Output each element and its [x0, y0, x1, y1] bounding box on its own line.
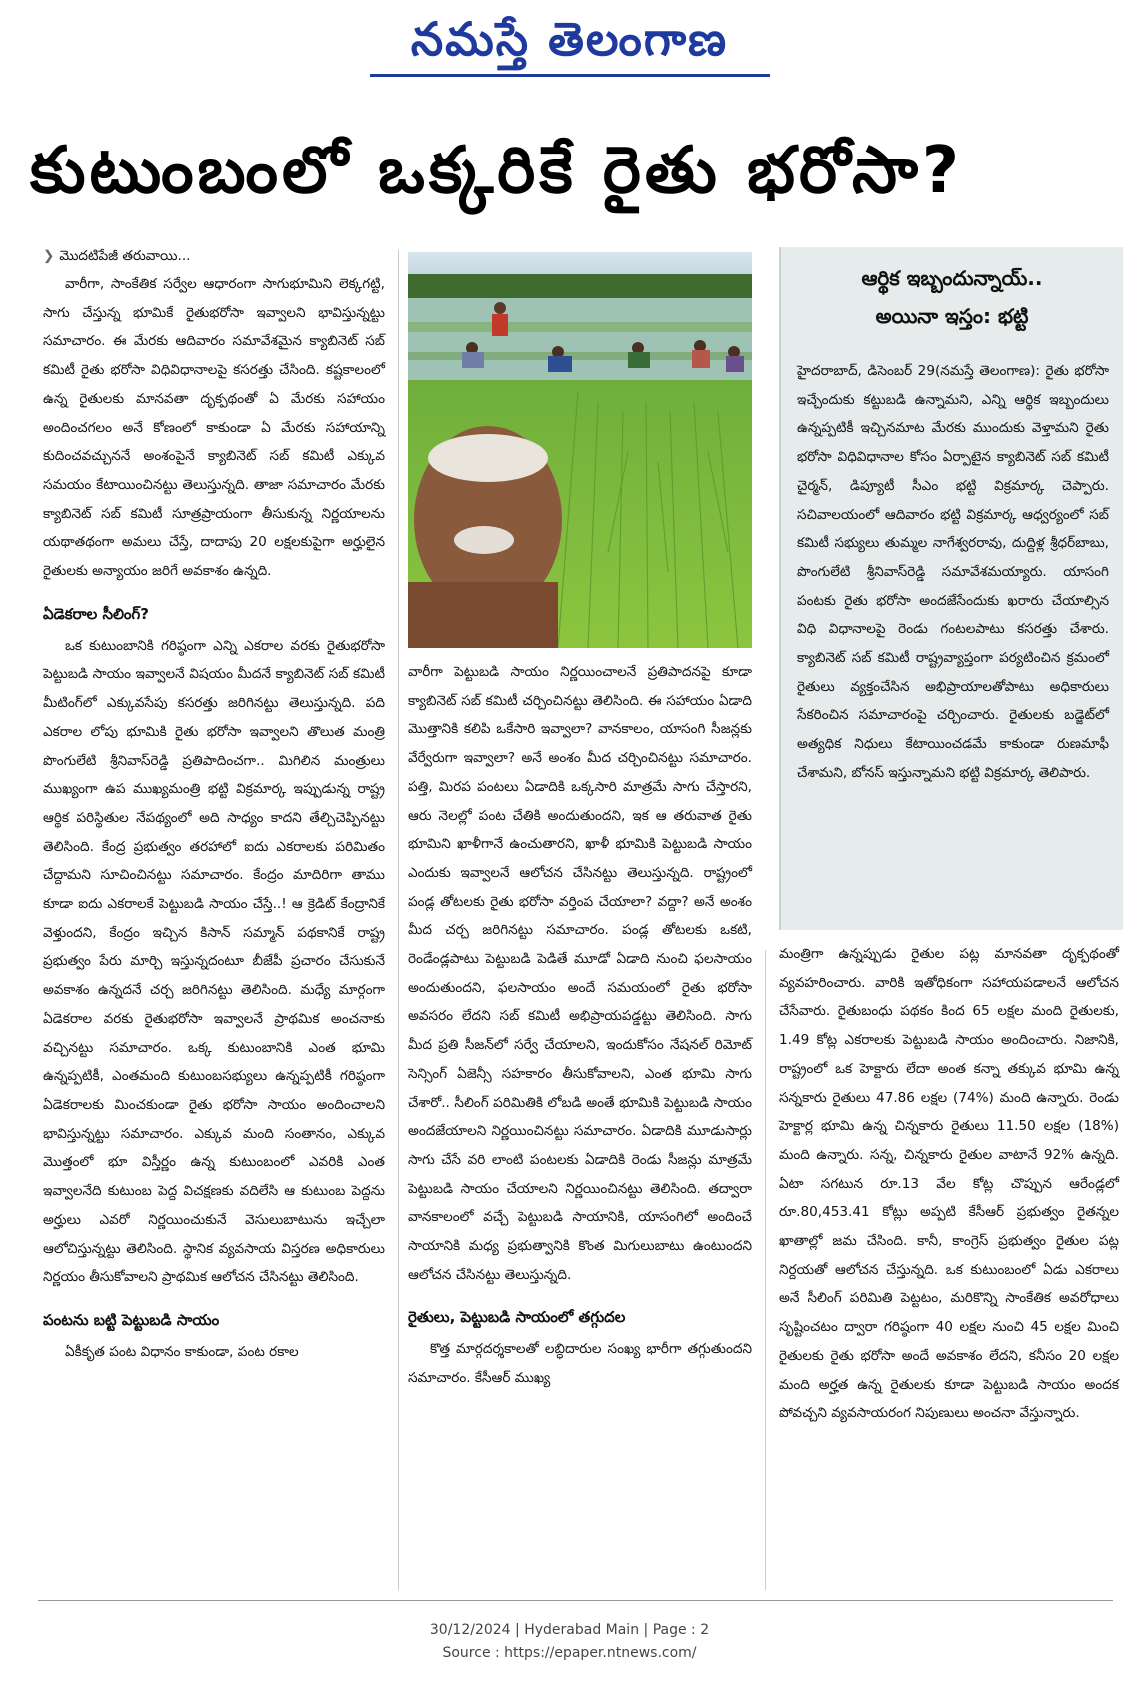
continued-text: మొదటిపేజీ తరువాయి...: [59, 248, 191, 264]
paragraph: వారీగా పెట్టుబడి సాయం నిర్ణయించాలనే ప్రతిపాదనపై కూడా క్యాబినెట్ సబ్ కమిటీ చర్చించినట్టు తెలిసింది. ఈ సహాయం ఏడాది మొత్తానికి కలిపి ఒకేసారి ఇవ్వాలా? వానకాలం, యాసంగి సీజన్లకు వేర్వేరుగా ఇవ్వాలా? అనే అంశం మీద చర్చించినట్టు సమాచారం. పత్తి, మిరప పంటలు ఏడాదికి ఒక్కసారి మాత్రమే సాగు చేస్తారని, ఆరు నెలల్లో పంట చేతికి అందుతుందని, ఇక ఆ తరువాత రైతు భూమిని ఖాళీగానే ఉంచుతారని, ఖాళీ భూమికి పెట్టుబడి సాయం ఎందుకు ఇవ్వాలనే ఆలోచన చేసినట్టు తెలుస్తున్నది. రాష్ట్రంలో పండ్ల తోటలకు రైతు భరోసా వర్తింప చేయాలా? వద్దా? అనే అంశం మీద చర్చ జరిగినట్టు సమాచారం. పండ్ల తోటలకు ఒకటి, రెండేండ్లపాటు పెట్టుబడి పెడితే మూడో ఏడాది నుంచి ఫలసాయం అందుతుందని, ఫలసాయం అందే సమయంలో రైతు భరోసా అవసరం లేదని సబ్ కమిటీ అభిప్రాయపడ్డట్టు తెలిసింది. సాగు మీద ప్రతి సీజన్‌లో సర్వే చేయాలని, ఇందుకోసం నేషనల్ రిమోట్ సెన్సింగ్ ఏజెన్సీ సహకారం తీసుకోవాలని, ఎంత భూమి సాగు చేశారో.. సీలింగ్ పరిమితికి లోబడి అంతే భూమికి పెట్టుబడి సాయం అందజేయాలని నిర్ణయించినట్టు సమాచారం. ఏడాదికి మూడుసార్లు సాగు చేసే వరి లాంటి పంటలకు ఏడాదికి రెండు సీజన్లు మాత్రమే పెట్టుబడి సాయం చేయాలని నిర్ణయించినట్టు తెలిసింది. తద్వారా వానకాలంలో వచ్చే పెట్టుబడి సాయానికి, యాసంగిలో అందించే సాయానికి మధ్య ప్రభుత్వానికి కొంత మిగులుబాటు ఉంటుందని ఆలోచన చేసినట్టు తెలుస్తున్నది.: [408, 664, 752, 1283]
headline: కుటుంబంలో ఒక్కరికే రైతు భరోసా?: [30, 134, 964, 208]
paragraph: ఏకీకృత పంట విధానం కాకుండా, పంట రకాల: [65, 1343, 299, 1360]
chevron-right-icon: ❯: [43, 248, 55, 264]
column-3: [779, 940, 1119, 1428]
footer-source: Source : https://epaper.ntnews.com/: [442, 1645, 697, 1661]
paragraph: వారీగా, సాంకేతిక సర్వేల ఆధారంగా సాగుభూమిని లెక్కగట్టి, సాగు చేస్తున్న భూమికే రైతుభరోసా ఇవ్వాలని భావిస్తున్నట్టు సమాచారం. ఈ మేరకు ఆదివారం సమావేశమైన క్యాబినెట్ సబ్ కమిటీ రైతు భరోసా విధివిధానాలపై కసరత్తు చేసింది. కష్టకాలంలో ఉన్న రైతులకు మానవతా దృక్పథంతో ఏ మేరకు సహాయం అందించగలం అనే కోణంలో కాకుండా ఏ మేరకు సహాయాన్ని కుదించవచ్చుననే అంశంపైనే క్యాబినెట్ సబ్ కమిటీ ఎక్కువ సమయం కేటాయించినట్టు తెలుస్తున్నది. తాజా సమాచారం మేరకు క్యాబినెట్ సబ్ కమిటీ సూత్రప్రాయంగా తీసుకున్న నిర్ణయాలను యథాతథంగా అమలు చేస్తే, దాదాపు 20 లక్షలకుపైగా అర్హులైన రైతులకు అన్యాయం జరిగే అవకాశం ఉన్నది.: [43, 276, 385, 580]
box-title-line: ఆర్థిక ఇబ్బందున్నాయ్..: [861, 266, 1043, 290]
box-body: హైదరాబాద్, డిసెంబర్ 29(నమస్తే తెలంగాణ): రైతు భరోసా ఇచ్చేందుకు కట్టుబడి ఉన్నామని, ఎన్ని ఆర్థిక ఇబ్బందులు ఉన్నప్పటికీ ఇచ్చినమాట మేరకు ముందుకు వెళ్తామని రైతు భరోసా విధివిధానాల కోసం ఏర్పాటైన క్యాబినెట్ సబ్ కమిటీ చైర్మన్, డిప్యూటీ సీఎం భట్టి విక్రమార్క చెప్పారు. సచివాలయంలో ఆదివారం భట్టి విక్రమార్క ఆధ్వర్యంలో సబ్ కమిటీ సభ్యులు తుమ్మల నాగేశ్వరరావు, దుద్దిళ్ల శ్రీధర్‌బాబు, పొంగులేటి శ్రీనివాస్‌రెడ్డి సమావేశమయ్యారు. యాసంగి పంటకు రైతు భరోసా అందజేసేందుకు ఖరారు చేయాల్సిన విధి విధానాలపై రెండు గంటలపాటు కసరత్తు చేశారు. క్యాబినెట్ సబ్ కమిటీ రాష్ట్రవ్యాప్తంగా పర్యటించిన క్రమంలో రైతులు వ్యక్తంచేసిన అభిప్రాయాలతోపాటు అధికారులు సేకరించిన సమాచారంపై చర్చించారు. రైతులకు బడ్జెట్‌లో అత్యధిక నిధులు కేటాయించడమే కాకుండా రుణమాఫీ చేశామని, బోనస్ ఇస్తున్నామని భట్టి విక్రమార్క తెలిపారు.: [797, 363, 1109, 781]
paragraph: కొత్త మార్గదర్శకాలతో లబ్ధిదారుల సంఖ్య భారీగా తగ్గుతుందని సమాచారం. కేసీఆర్ ముఖ్య: [408, 1341, 752, 1387]
column-divider: [765, 950, 766, 1590]
paddy-field-image: [408, 252, 752, 648]
box-title-line: అయినా ఇస్తం: భట్టి: [875, 304, 1029, 328]
continued-label: [43, 242, 385, 270]
column-1: [43, 242, 385, 1367]
column-divider: [398, 250, 399, 1590]
masthead-underline: [370, 74, 770, 77]
subheading: పంటను బట్టి పెట్టుబడి సాయం: [43, 1310, 220, 1329]
footer-edition: 30/12/2024 | Hyderabad Main | Page : 2: [429, 1622, 710, 1638]
subheading: రైతులు, పెట్టుబడి సాయంలో తగ్గుదల: [408, 1308, 626, 1327]
subheading: ఏడెకరాల సీలింగ్?: [43, 604, 149, 623]
masthead-logo: [0, 12, 1139, 78]
column-2: [408, 658, 752, 1393]
farmer-photo: [408, 252, 752, 648]
masthead-text: నమస్తే తెలంగాణ: [410, 12, 729, 66]
box-title: [781, 259, 1123, 335]
footer-rule: [38, 1600, 1113, 1601]
sidebar-box: [779, 247, 1123, 930]
paragraph: ఒక కుటుంబానికి గరిష్ఠంగా ఎన్ని ఎకరాల వరకు రైతుభరోసా పెట్టుబడి సాయం ఇవ్వాలనే విషయం మీదనే క్యాబినెట్ సబ్ కమిటీ మీటింగ్‌లో ఎక్కువసేపు కసరత్తు జరిగినట్టు తెలుస్తున్నది. పది ఎకరాల లోపు భూమికి రైతు భరోసా ఇవ్వాలని తొలుత మంత్రి పొంగులేటి శ్రీనివాస్‌రెడ్డి ప్రతిపాదించగా.. మిగిలిన మంత్రులు ముఖ్యంగా ఉప ముఖ్యమంత్రి భట్టి విక్రమార్క ఇప్పుడున్న రాష్ట్ర ఆర్థిక పరిస్థితుల నేపథ్యంలో అది సాధ్యం కాదని తేల్చిచెప్పినట్టు తెలిసింది. కేంద్ర ప్రభుత్వం తరహాలో ఐదు ఎకరాలకు పరిమితం చేద్దామని సూచించినట్టు సమాచారం. కేంద్రం మాదిరిగా తాము కూడా ఐదు ఎకరాలకే పెట్టుబడి సాయం చేస్తే..! ఆ క్రెడిట్ కేంద్రానికే వెళ్తుందని, కేంద్రం ఇచ్చిన కిసాన్ సమ్మాన్ పథకానికే రాష్ట్ర ప్రభుత్వం పేరు మార్చి ఇస్తున్నదంటూ బీజేపీ ప్రచారం చేసుకునే అవకాశం ఉన్నదనే చర్చ జరిగినట్టు తెలిసింది. మధ్యే మార్గంగా ఏడెకరాల వరకు రైతుభరోసా ఇవ్వాలనే ప్రాథమిక అంచనాకు వచ్చినట్టు సమాచారం. ఒక్క కుటుంబానికి ఎంత భూమి ఉన్నప్పటికీ, ఎంతమంది కుటుంబసభ్యులు ఉన్నప్పటికీ గరిష్ఠంగా ఏడెకరాలకు మించకుండా రైతు భరోసా సాయం అందించాలని భావిస్తున్నట్టు సమాచారం. ఎక్కువ మంది సంతానం, ఎక్కువ మొత్తంలో భూ విస్తీర్ణం ఉన్న కుటుంబంలో ఎవరికి ఎంత ఇవ్వాలనేది కుటుంబ పెద్ద విచక్షణకు వదిలేసి ఆ కుటుంబ పెద్దను అర్హులు ఎవరో నిర్ణయించుకునే వెసులుబాటును ఇచ్చేలా ఆలోచిస్తున్నట్టు తెలిసింది. స్థానిక వ్యవసాయ విస్తరణ అధికారులు నిర్ణయం తీసుకోవాలని ప్రాథమిక ఆలోచన చేసినట్టు తెలిసింది.: [43, 637, 385, 1286]
paragraph: మంత్రిగా ఉన్నప్పుడు రైతుల పట్ల మానవతా దృక్పథంతో వ్యవహరించారు. వారికి ఇతోధికంగా సహాయపడాలనే ఆలోచన చేసేవారు. రైతుబంధు పథకం కింద 65 లక్షల మంది రైతులకు, 1.49 కోట్ల ఎకరాలకు పెట్టుబడి సాయం అందించారు. నిజానికి, రాష్ట్రంలో ఒక హెక్టారు లేదా అంత కన్నా తక్కువ భూమి ఉన్న సన్నకారు రైతులు 47.86 లక్షల (74%) మంది ఉన్నారు. రెండు హెక్టార్ల భూమి ఉన్న చిన్నకారు రైతులు 11.50 లక్షల (18%) మంది ఉన్నారు. సన్న, చిన్నకారు రైతుల వాటానే 92% ఉన్నది. ఏటా సగటున రూ.13 వేల కోట్ల చొప్పున ఆరేండ్లలో రూ.80,453.41 కోట్లు అప్పటి కేసీఆర్ ప్రభుత్వం రైతన్నల ఖాతాల్లో జమ చేసింది. కానీ, కాంగ్రెస్ ప్రభుత్వం రైతుల పట్ల నిర్దయతో ఆలోచన చేస్తున్నది. ఒక కుటుంబంలో ఏడు ఎకరాలు అనే సీలింగ్ పరిమితి పెట్టటం, మరికొన్ని సాంకేతిక అవరోధాలు సృష్టించటం ద్వారా గరిష్ఠంగా 40 లక్షల నుంచి 45 లక్షల మించి రైతులకు రైతు భరోసా అందే అవకాశం లేదని, కనీసం 20 లక్షల మంది అర్హత ఉన్న రైతులకు కూడా పెట్టుబడి సాయం అందక పోవచ్చని వ్యవసాయరంగ నిపుణులు అంచనా వేస్తున్నారు.: [779, 946, 1119, 1422]
